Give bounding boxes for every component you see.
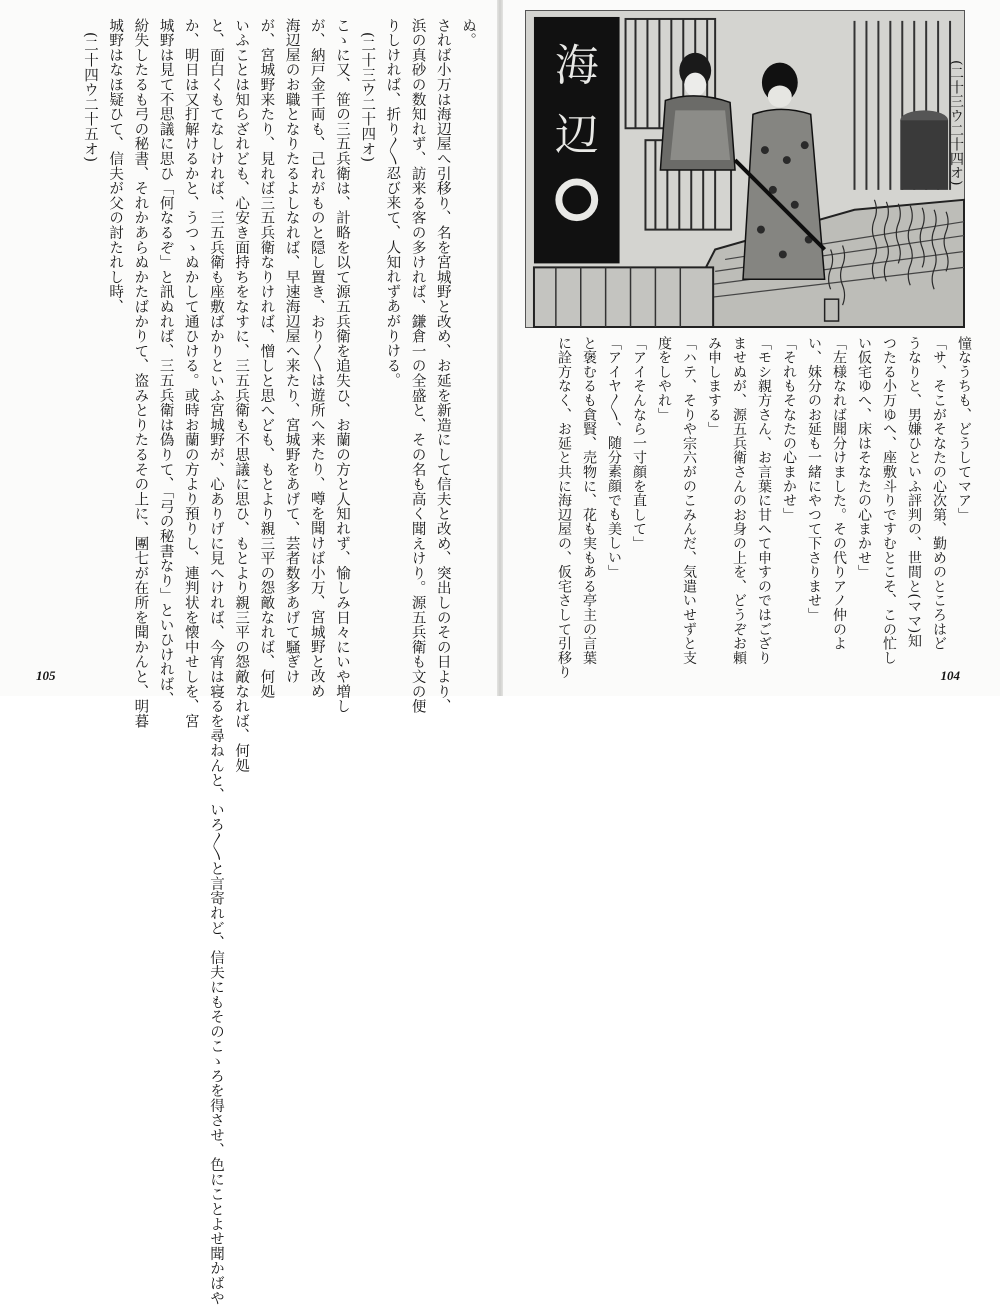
text-line: が、宮城野来たり、見れば三五兵衛なりければ、憎しと思へども、もとより親三平の怨敵なれば、何処: [258, 18, 275, 699]
page-number: 105: [36, 668, 56, 683]
page-number: 104: [940, 668, 960, 683]
text-line: 城野はなほ疑ひて、信夫が父の討たれし時、: [107, 18, 124, 314]
text-line: りしければ、折り〳〵忍び来て、人知れずあがりける。: [384, 18, 401, 388]
text-line: み申しまする」: [706, 336, 722, 437]
section-marker: (二十三ウ二十四オ): [359, 32, 376, 163]
text-line: 「モシ親方さん、お言葉に甘へて申すのではござり: [756, 336, 772, 665]
text-line: 浜の真砂の数知れず、訪来る客の多ければ、鎌倉一の全盛と、その名も高く聞えけり。源五兵衛も文の便: [409, 18, 426, 714]
text-line: 「アイヤ〳〵、随分素顔でも美しい」: [606, 336, 622, 579]
text-line: 「左様なれば聞分けました。その代りアノ仲のよ: [831, 336, 847, 651]
text-line: 海辺屋のお職となりたるよしなれば、早速海辺屋へ来たり、宮城野をあげて、芸者数多あげて騒ぎけ: [283, 18, 300, 684]
text-line: と、面白くもてなしければ、三五兵衛も座敷ばかりといふ宮城野が、心ありげに見へければ、今宵は寝るを尋ねんと、いろ〳〵と言寄れど、信夫にもそのこゝろを得させ、色にことよせ聞かばや: [207, 18, 224, 1305]
text-line: か、明日は又打解けるかと、うつゝぬかして通ひける。或時お蘭の方より預りし、連判状を懐中せしを、宮: [182, 18, 199, 729]
text-line: い仮宅ゆへ、床はそなたの心まかせ」: [856, 336, 872, 580]
text-line: ぬ。: [460, 18, 476, 48]
illustration-caption: (二十三ウ二十四オ): [948, 60, 964, 186]
woodblock-illustration: [525, 10, 965, 328]
text-line: が、納戸金千両も、己れがものと隠し置き、おり〳〵は遊所へ来たり、噂を聞けば小万、宮城野と改め: [308, 18, 325, 699]
sign-glyph-2: 辺: [554, 110, 599, 162]
illustration-svg: [526, 11, 964, 327]
text-line: 紛失したるも弓の秘書、それかあらぬかたばかりて、盗みとりたるその上に、團七が在所を聞かんと、明暮: [132, 18, 149, 729]
text-line: 「アイそんなら一寸顔を直して」: [631, 336, 647, 551]
text-line: 「それもそなたの心まかせ」: [781, 336, 797, 522]
text-line: 「ハテ、そりや宗六がのこみんだ、気遣いせずと支: [681, 336, 697, 665]
text-line: と褒むるも貪賢、売物に、花も実もある亭主の言葉: [581, 336, 597, 665]
text-line: されば小万は海辺屋へ引移り、名を宮城野と改め、お延を新造にして信夫と改め、突出しのその日より、: [434, 18, 451, 714]
text-line: いふことは知らざれども、心安き面持ちをなすに、三五兵衛も不思議に思ひ、もとより親三平の怨敵なれば、何処: [233, 18, 250, 773]
text-line: 度をしやれ」: [656, 336, 672, 422]
text-line: 「サ、そこがそなたの心次第、勤めのところはど: [931, 336, 947, 651]
section-marker: (二十四ウ二十五オ): [81, 32, 98, 163]
text-line: つたる小万ゆへ、座敷斗りですむとこそ、この忙し: [881, 336, 897, 665]
text-line: い、妹分のお延も一緒にやつて下さりませ」: [806, 336, 822, 622]
right-page: [500, 0, 1000, 696]
sign-glyph-1: 海: [554, 40, 599, 92]
text-line: 城野は見て不思議に思ひ「何なるぞ」と訊ぬれば、三五兵衛は偽りて、「弓の秘書なり」といひければ、: [157, 18, 174, 707]
text-line: こゝに又、笹の三五兵衛は、計略を以て源五兵衛を追失ひ、お蘭の方と人知れず、愉しみ日々にいや増し: [333, 18, 350, 714]
text-line: うなりと、男嫌ひといふ評判の、世間と(ママ)知: [906, 336, 922, 648]
text-line: 憧なうちも、どうしてマア」: [956, 336, 972, 522]
text-line: に詮方なく、お延と共に海辺屋の、仮宅さして引移り: [556, 336, 572, 680]
text-line: ませぬが、源五兵衛さんのお身の上を、どうぞお頼: [731, 336, 747, 665]
